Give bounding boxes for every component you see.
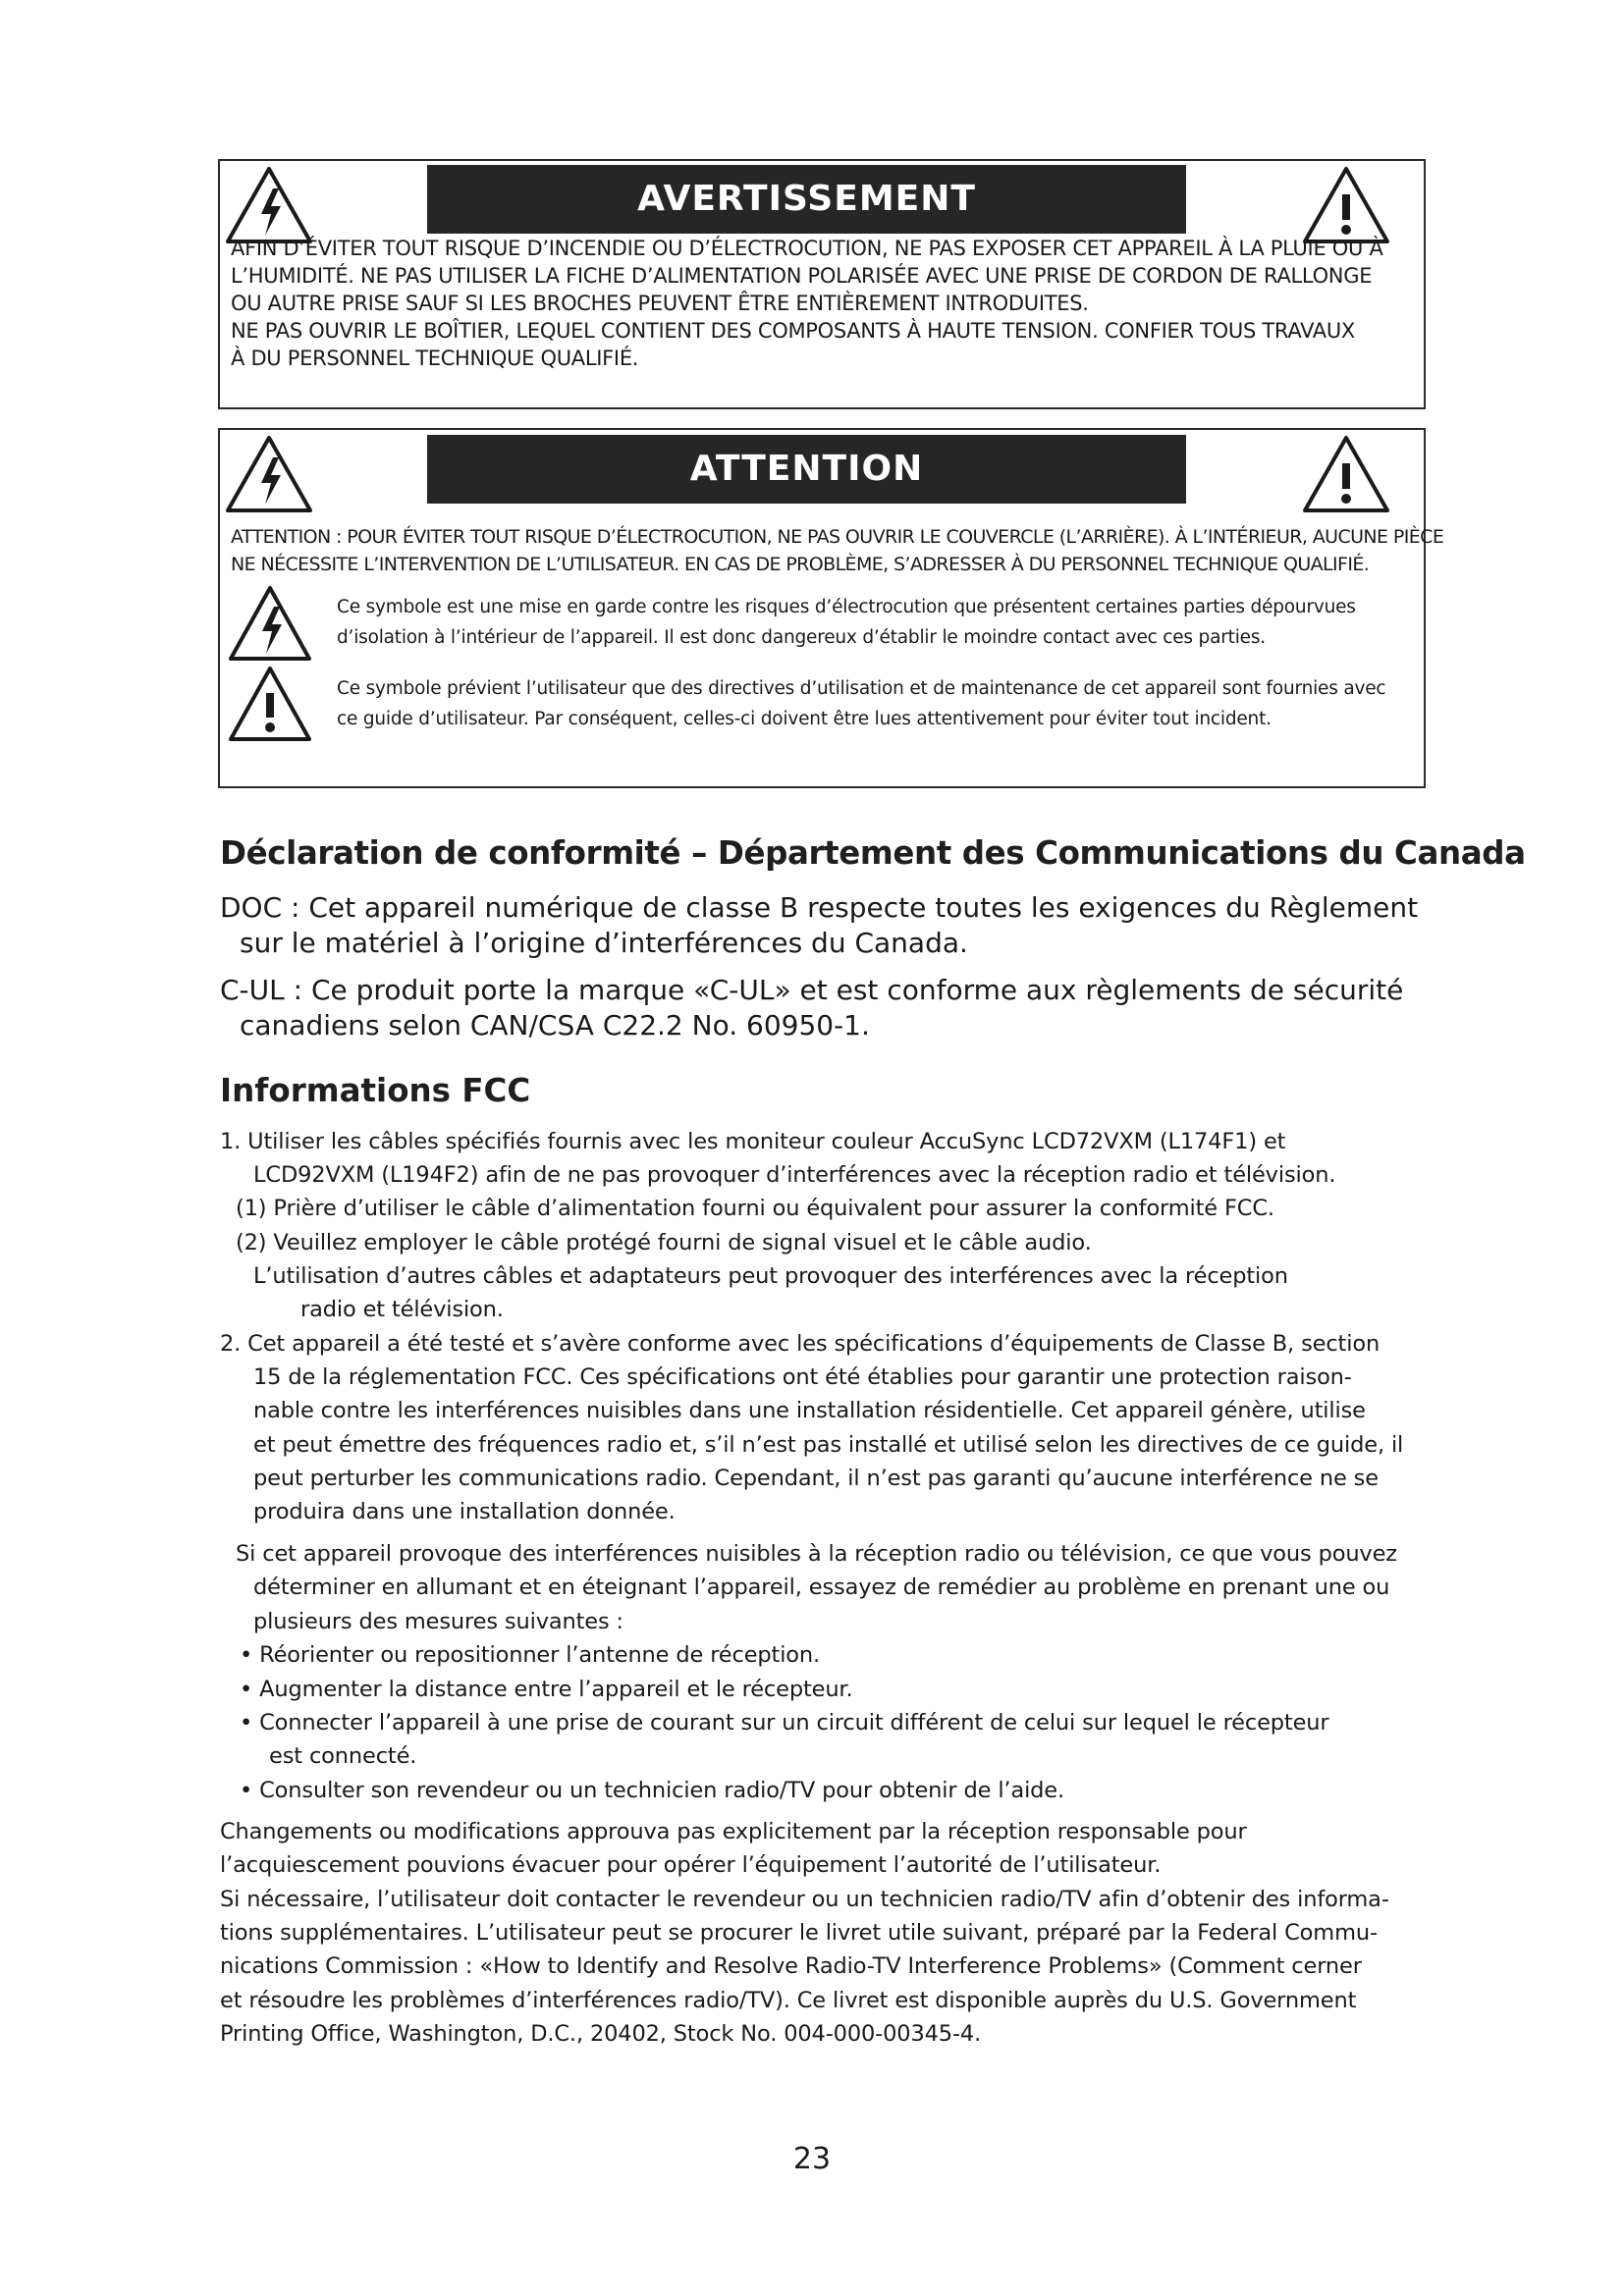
- exclamation-warning-icon: [1301, 165, 1391, 245]
- fcc-line: tions supplémentaires. L’utilisateur peut se procurer le livret utile suivant, préparé par la Federal Commu-: [220, 1920, 1378, 1946]
- fcc-line: Changements ou modifications approuva pas explicitement par la réception responsable pour: [220, 1819, 1247, 1844]
- warning-title: AVERTISSEMENT: [427, 165, 1186, 234]
- warning-line: OU AUTRE PRISE SAUF SI LES BROCHES PEUVENT ÊTRE ENTIÈREMENT INTRODUITES.: [231, 292, 1089, 315]
- fcc-bullet-item: • Connecter l’appareil à une prise de courant sur un circuit différent de celui sur lequel le récepteur: [240, 1710, 1329, 1735]
- warning-line: L’HUMIDITÉ. NE PAS UTILISER LA FICHE D’ALIMENTATION POLARISÉE AVEC UNE PRISE DE CORDON DE RALLONGE: [231, 264, 1373, 288]
- fcc-line: (1) Prière d’utiliser le câble d’alimentation fourni ou équivalent pour assurer la conformité FCC.: [236, 1196, 1274, 1221]
- warning-line: AFIN D’ÉVITER TOUT RISQUE D’INCENDIE OU D’ÉLECTROCUTION, NE PAS EXPOSER CET APPAREIL À LA PLUIE OU À: [231, 237, 1383, 260]
- exclamation-warning-icon: [1301, 434, 1391, 514]
- fcc-line: LCD92VXM (L194F2) afin de ne pas provoquer d’interférences avec la réception radio et télévision.: [253, 1162, 1336, 1188]
- info-symbol-line: ce guide d’utilisateur. Par conséquent, celles-ci doivent être lues attentivement pour éviter tout incident.: [337, 709, 1272, 729]
- fcc-line: 2. Cet appareil a été testé et s’avère conforme avec les spécifications d’équipements de Classe B, section: [220, 1331, 1380, 1357]
- fcc-line: L’utilisation d’autres câbles et adaptateurs peut provoquer des interférences avec la réception: [253, 1263, 1288, 1289]
- warning-line: À DU PERSONNEL TECHNIQUE QUALIFIÉ.: [231, 347, 639, 370]
- shock-symbol-line: d’isolation à l’intérieur de l’appareil. Il est donc dangereux d’établir le moindre contact avec ces parties.: [337, 627, 1266, 648]
- fcc-line: peut perturber les communications radio. Cependant, il n’est pas garanti qu’aucune interférence ne se: [253, 1466, 1379, 1491]
- fcc-heading: Informations FCC: [220, 1072, 531, 1109]
- fcc-line: Si cet appareil provoque des interférences nuisibles à la réception radio ou télévision, ce que vous pouvez: [236, 1541, 1397, 1567]
- warning-line: NE PAS OUVRIR LE BOÎTIER, LEQUEL CONTIENT DES COMPOSANTS À HAUTE TENSION. CONFIER TOUS TRAVAUX: [231, 319, 1356, 343]
- attention-line: NE NÉCESSITE L’INTERVENTION DE L’UTILISATEUR. EN CAS DE PROBLÈME, S’ADRESSER À DU PERSONNEL TECHNIQUE QUALIFIÉ.: [231, 554, 1370, 575]
- fcc-line: et résoudre les problèmes d’interférences radio/TV). Ce livret est disponible auprès du U.S. Government: [220, 1988, 1357, 2013]
- declaration-heading: Déclaration de conformité – Département des Communications du Canada: [220, 834, 1526, 872]
- doc-line: sur le matériel à l’origine d’interférences du Canada.: [240, 927, 968, 959]
- fcc-line: Printing Office, Washington, D.C., 20402, Stock No. 004-000-00345-4.: [220, 2021, 982, 2047]
- attention-title: ATTENTION: [427, 435, 1186, 504]
- cul-line: C-UL : Ce produit porte la marque «C-UL» et est conforme aux règlements de sécurité: [220, 974, 1404, 1006]
- fcc-line: nications Commission : «How to Identify and Resolve Radio-TV Interference Problems» (Comment cerner: [220, 1953, 1362, 1979]
- electric-shock-symbol-icon: [228, 585, 312, 662]
- cul-line: canadiens selon CAN/CSA C22.2 No. 60950-1.: [240, 1009, 870, 1041]
- fcc-line: déterminer en allumant et en éteignant l’appareil, essayez de remédier au problème en prenant une ou: [253, 1575, 1390, 1600]
- electric-shock-warning-icon: [224, 434, 314, 514]
- fcc-line: et peut émettre des fréquences radio et, s’il n’est pas installé et utilisé selon les directives de ce guide, il: [253, 1432, 1404, 1458]
- fcc-line: 1. Utiliser les câbles spécifiés fournis avec les moniteur couleur AccuSync LCD72VXM (L174F1) et: [220, 1129, 1286, 1154]
- fcc-line: Si nécessaire, l’utilisateur doit contacter le revendeur ou un technicien radio/TV afin d’obtenir des informa-: [220, 1887, 1389, 1912]
- fcc-line: est connecté.: [269, 1743, 417, 1769]
- fcc-line: plusieurs des mesures suivantes :: [253, 1609, 623, 1634]
- fcc-bullet-item: • Augmenter la distance entre l’appareil et le récepteur.: [240, 1677, 853, 1702]
- shock-symbol-line: Ce symbole est une mise en garde contre les risques d’électrocution que présentent certaines parties dépourvues: [337, 597, 1356, 617]
- fcc-bullet-item: • Réorienter ou repositionner l’antenne de réception.: [240, 1642, 821, 1668]
- electric-shock-warning-icon: [224, 165, 314, 245]
- fcc-line: l’acquiescement pouvions évacuer pour opérer l’équipement l’autorité de l’utilisateur.: [220, 1852, 1162, 1878]
- attention-line: ATTENTION : POUR ÉVITER TOUT RISQUE D’ÉLECTROCUTION, NE PAS OUVRIR LE COUVERCLE (L’ARRIÈRE). À L’INTÉRIEUR, AUCUNE PIÈCE: [231, 526, 1444, 548]
- fcc-line: (2) Veuillez employer le câble protégé fourni de signal visuel et le câble audio.: [236, 1230, 1092, 1255]
- fcc-line: produira dans une installation donnée.: [253, 1499, 676, 1524]
- page-number: 23: [792, 2142, 832, 2176]
- doc-line: DOC : Cet appareil numérique de classe B respecte toutes les exigences du Règlement: [220, 891, 1419, 924]
- fcc-line: nable contre les interférences nuisibles dans une installation résidentielle. Cet appareil génère, utilise: [253, 1398, 1366, 1423]
- fcc-line: radio et télévision.: [300, 1297, 504, 1322]
- info-symbol-line: Ce symbole prévient l’utilisateur que des directives d’utilisation et de maintenance de cet appareil sont fournies avec: [337, 678, 1386, 699]
- fcc-line: 15 de la réglementation FCC. Ces spécifications ont été établies pour garantir une protection raison-: [253, 1364, 1352, 1390]
- fcc-bullet-item: • Consulter son revendeur ou un technicien radio/TV pour obtenir de l’aide.: [240, 1778, 1064, 1803]
- exclamation-symbol-icon: [228, 666, 312, 742]
